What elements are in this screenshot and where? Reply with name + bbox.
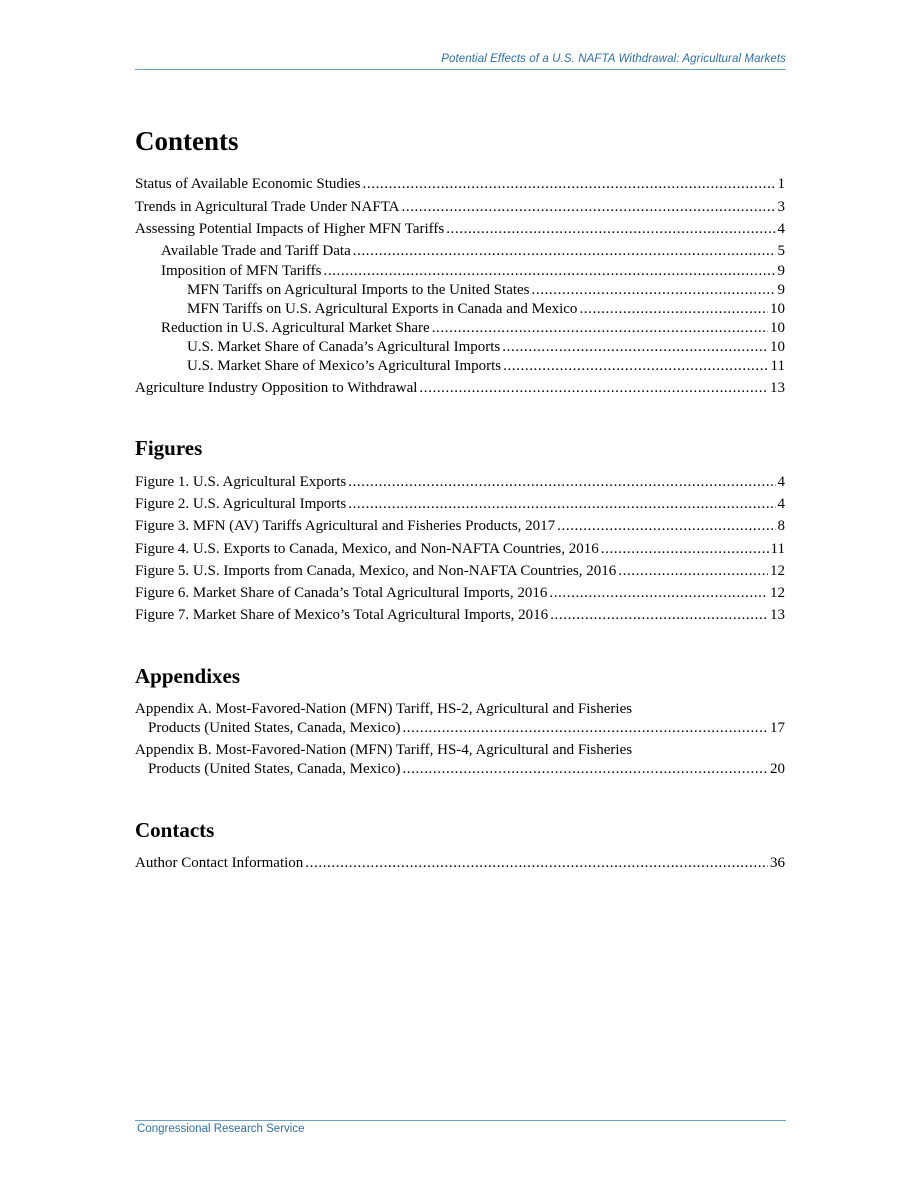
figure-entry-title: Figure 7. Market Share of Mexico’s Total Agricultural Imports, 2016 xyxy=(135,607,549,623)
toc-subentry[interactable] xyxy=(161,319,785,337)
toc-entry-title: Agriculture Industry Opposition to Withdrawal xyxy=(135,380,418,396)
toc-entry-title: U.S. Market Share of Canada’s Agricultural Imports xyxy=(187,339,501,355)
toc-entry-page: 3 xyxy=(777,199,785,215)
figure-entry-page: 4 xyxy=(777,474,785,490)
toc-entry-page: 9 xyxy=(777,282,785,298)
dot-leader xyxy=(348,495,775,513)
figure-entry[interactable] xyxy=(135,495,785,513)
appendix-entry-title-cont: Products (United States, Canada, Mexico) xyxy=(148,720,401,736)
toc-subsubentry[interactable] xyxy=(187,281,785,299)
dot-leader xyxy=(549,584,768,602)
contents-heading: Contents xyxy=(135,126,239,156)
toc-entry-page: 10 xyxy=(770,339,785,355)
figure-entry-page: 8 xyxy=(777,518,785,534)
figure-entry-title: Figure 3. MFN (AV) Tariffs Agricultural and Fisheries Products, 2017 xyxy=(135,518,556,534)
figure-entry-title: Figure 1. U.S. Agricultural Exports xyxy=(135,474,347,490)
toc-entry[interactable] xyxy=(135,175,785,193)
dot-leader xyxy=(532,281,776,299)
toc-entry-page: 11 xyxy=(770,358,785,374)
figure-entry-title: Figure 5. U.S. Imports from Canada, Mexico, and Non-NAFTA Countries, 2016 xyxy=(135,563,617,579)
toc-entry-title: MFN Tariffs on Agricultural Imports to the United States xyxy=(187,282,530,298)
figure-entry[interactable] xyxy=(135,584,785,602)
toc-subsubentry[interactable] xyxy=(187,357,785,375)
figure-entry-page: 12 xyxy=(770,563,785,579)
dot-leader xyxy=(402,198,776,216)
figure-entry-page: 11 xyxy=(770,541,785,557)
dot-leader xyxy=(502,338,768,356)
appendix-entry-title: Appendix B. Most-Favored-Nation (MFN) Tariff, HS-4, Agricultural and Fisheries xyxy=(135,742,633,758)
dot-leader xyxy=(419,379,768,397)
dot-leader xyxy=(353,242,776,260)
toc-entry[interactable] xyxy=(135,220,785,238)
appendix-entry[interactable] xyxy=(135,741,785,759)
toc-entry-title: U.S. Market Share of Mexico’s Agricultural Imports xyxy=(187,358,502,374)
toc-subsubentry[interactable] xyxy=(187,300,785,318)
appendix-entry-title: Appendix A. Most-Favored-Nation (MFN) Tariff, HS-2, Agricultural and Fisheries xyxy=(135,701,633,717)
dot-leader xyxy=(402,760,768,778)
toc-entry-title: Imposition of MFN Tariffs xyxy=(161,263,322,279)
dot-leader xyxy=(601,540,769,558)
appendixes-heading: Appendixes xyxy=(135,664,241,688)
toc-entry-page: 10 xyxy=(770,301,785,317)
figure-entry-title: Figure 6. Market Share of Canada’s Total Agricultural Imports, 2016 xyxy=(135,585,548,601)
toc-entry-page: 5 xyxy=(777,243,785,259)
appendix-entry[interactable] xyxy=(135,700,785,718)
header-rule xyxy=(135,69,786,70)
toc-entry-page: 13 xyxy=(770,380,785,396)
toc-entry[interactable] xyxy=(135,379,785,397)
figures-heading: Figures xyxy=(135,436,203,460)
dot-leader xyxy=(432,319,768,337)
toc-entry-page: 10 xyxy=(770,320,785,336)
appendix-entry-continuation[interactable] xyxy=(148,719,785,737)
contact-entry-page: 36 xyxy=(770,855,785,871)
toc-entry[interactable] xyxy=(135,198,785,216)
running-header: Potential Effects of a U.S. NAFTA Withdrawal: Agricultural Markets xyxy=(441,53,786,65)
contacts-heading: Contacts xyxy=(135,818,215,842)
dot-leader xyxy=(557,517,775,535)
dot-leader xyxy=(503,357,768,375)
figure-entry-title: Figure 2. U.S. Agricultural Imports xyxy=(135,496,347,512)
figure-entry-page: 4 xyxy=(777,496,785,512)
figure-entry-page: 12 xyxy=(770,585,785,601)
footer-organization: Congressional Research Service xyxy=(137,1123,305,1135)
toc-entry-page: 4 xyxy=(777,221,785,237)
toc-entry-title: Status of Available Economic Studies xyxy=(135,176,361,192)
toc-subsubentry[interactable] xyxy=(187,338,785,356)
dot-leader xyxy=(579,300,768,318)
dot-leader xyxy=(348,473,775,491)
figure-entry[interactable] xyxy=(135,606,785,624)
toc-entry-title: Trends in Agricultural Trade Under NAFTA xyxy=(135,199,400,215)
dot-leader xyxy=(446,220,775,238)
appendix-entry-page: 20 xyxy=(770,761,785,777)
toc-entry-page: 9 xyxy=(777,263,785,279)
contact-entry-title: Author Contact Information xyxy=(135,855,304,871)
dot-leader xyxy=(618,562,768,580)
toc-entry-title: MFN Tariffs on U.S. Agricultural Exports in Canada and Mexico xyxy=(187,301,578,317)
figure-entry-page: 13 xyxy=(770,607,785,623)
toc-subentry[interactable] xyxy=(161,262,785,280)
toc-entry-page: 1 xyxy=(777,176,785,192)
dot-leader xyxy=(363,175,776,193)
contact-entry[interactable] xyxy=(135,854,785,872)
appendix-entry-continuation[interactable] xyxy=(148,760,785,778)
toc-entry-title: Available Trade and Tariff Data xyxy=(161,243,351,259)
appendix-entry-title-cont: Products (United States, Canada, Mexico) xyxy=(148,761,401,777)
dot-leader xyxy=(305,854,768,872)
appendix-entry-page: 17 xyxy=(770,720,785,736)
figure-entry[interactable] xyxy=(135,517,785,535)
dot-leader xyxy=(550,606,768,624)
dot-leader xyxy=(402,719,768,737)
toc-entry-title: Assessing Potential Impacts of Higher MFN Tariffs xyxy=(135,221,445,237)
figure-entry[interactable] xyxy=(135,540,785,558)
dot-leader xyxy=(323,262,775,280)
toc-subentry[interactable] xyxy=(161,242,785,260)
figure-entry[interactable] xyxy=(135,473,785,491)
figure-entry[interactable] xyxy=(135,562,785,580)
figure-entry-title: Figure 4. U.S. Exports to Canada, Mexico, and Non-NAFTA Countries, 2016 xyxy=(135,541,599,557)
footer-rule xyxy=(135,1120,786,1121)
toc-entry-title: Reduction in U.S. Agricultural Market Share xyxy=(161,320,430,336)
